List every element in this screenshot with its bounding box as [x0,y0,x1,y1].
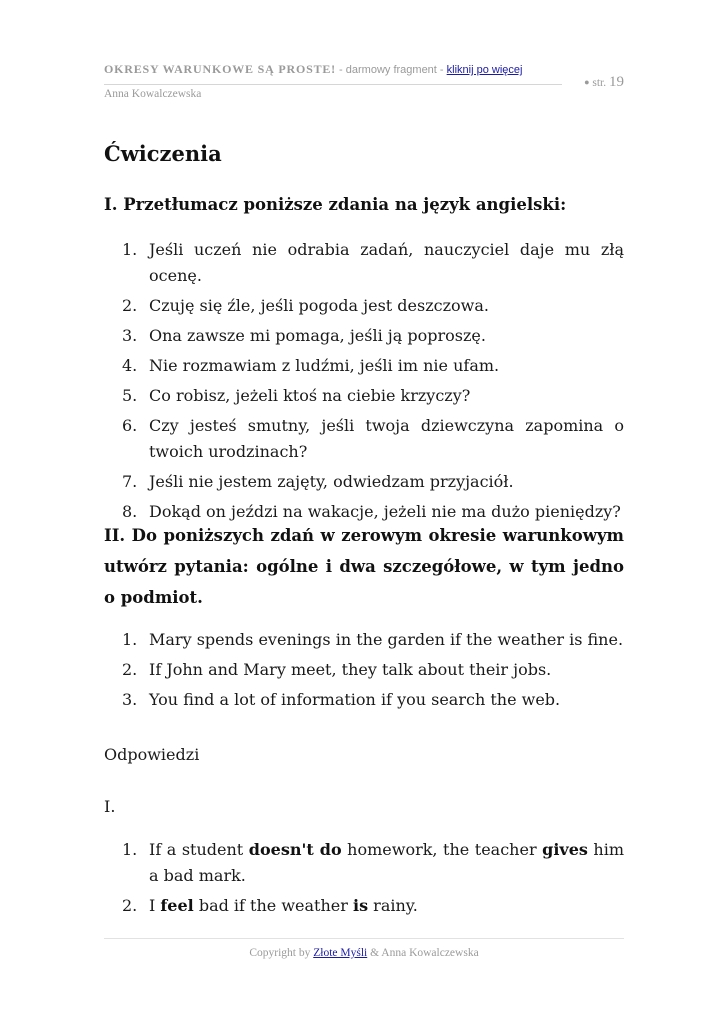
page-header [104,62,624,100]
list-item: 4. Nie rozmawiam z ludźmi, jeśli im nie ufam. [122,356,500,375]
list-item: 2. I feel bad if the weather is rainy. [122,896,418,915]
list-item: 5. Co robisz, jeżeli ktoś na ciebie krzyczy? [122,386,471,405]
header-divider [104,84,562,85]
header-title-line [104,62,624,77]
list-item: 1. If a student doesn't do homework, the teacher gives him a bad mark. [122,840,625,885]
bold-verb: feel [160,896,194,915]
list-item: 2. Czuję się źle, jeśli pogoda jest deszczowa. [122,296,489,315]
page-number [584,74,624,91]
list-item: 7. Jeśli nie jestem zajęty, odwiedzam przyjaciół. [122,472,514,491]
page-footer: Copyright by Złote Myśli & Anna Kowalczewska [249,947,479,959]
header-separator: - [335,64,346,76]
page-number-value: 19 [609,74,624,90]
list-item: 1. Jeśli uczeń nie odrabia zadań, nauczyciel daje mu złą ocenę. [122,240,624,285]
section-2-heading: II. Do poniższych zdań w zerowym okresie warunkowym utwórz pytania: ogólne i dwa szczegółowe, w tym jedno o podmiot. [104,526,624,607]
bullet-icon: ● [584,77,590,87]
list-item: 8. Dokąd on jeździ na wakacje, jeżeli nie ma dużo pieniędzy? [122,502,621,521]
header-separator-2: - [436,64,447,76]
bold-verb: gives [542,840,588,859]
list-item: 2. If John and Mary meet, they talk about their jobs. [122,660,552,679]
section-2-list [122,627,624,717]
list-item: 3. You find a lot of information if you search the web. [122,690,561,709]
section-1-heading: I. Przetłumacz poniższe zdania na język angielski: [104,195,567,214]
answers-list [122,837,624,923]
answers-part-label: I. [104,797,116,816]
bold-verb: doesn't do [248,840,342,859]
page-label: str. [592,77,607,89]
list-item: 6. Czy jesteś smutny, jeśli twoja dziewczyna zapomina o twoich urodzinach? [122,416,624,461]
answers-heading: Odpowiedzi [104,745,200,764]
publisher-link[interactable]: Złote Myśli [313,947,368,959]
list-item: 1. Mary spends evenings in the garden if the weather is fine. [122,630,624,649]
section-1-list [122,237,624,529]
header-author: Anna Kowalczewska [104,88,202,100]
list-item: 3. Ona zawsze mi pomaga, jeśli ją poproszę. [122,326,486,345]
fragment-label: darmowy fragment [345,64,437,76]
page-title: Ćwiczenia [104,141,222,166]
book-title: OKRESY WARUNKOWE SĄ PROSTE! [104,62,336,76]
more-link[interactable]: kliknij po więcej [446,64,523,76]
bold-verb: is [352,896,369,915]
footer-divider [104,938,624,939]
